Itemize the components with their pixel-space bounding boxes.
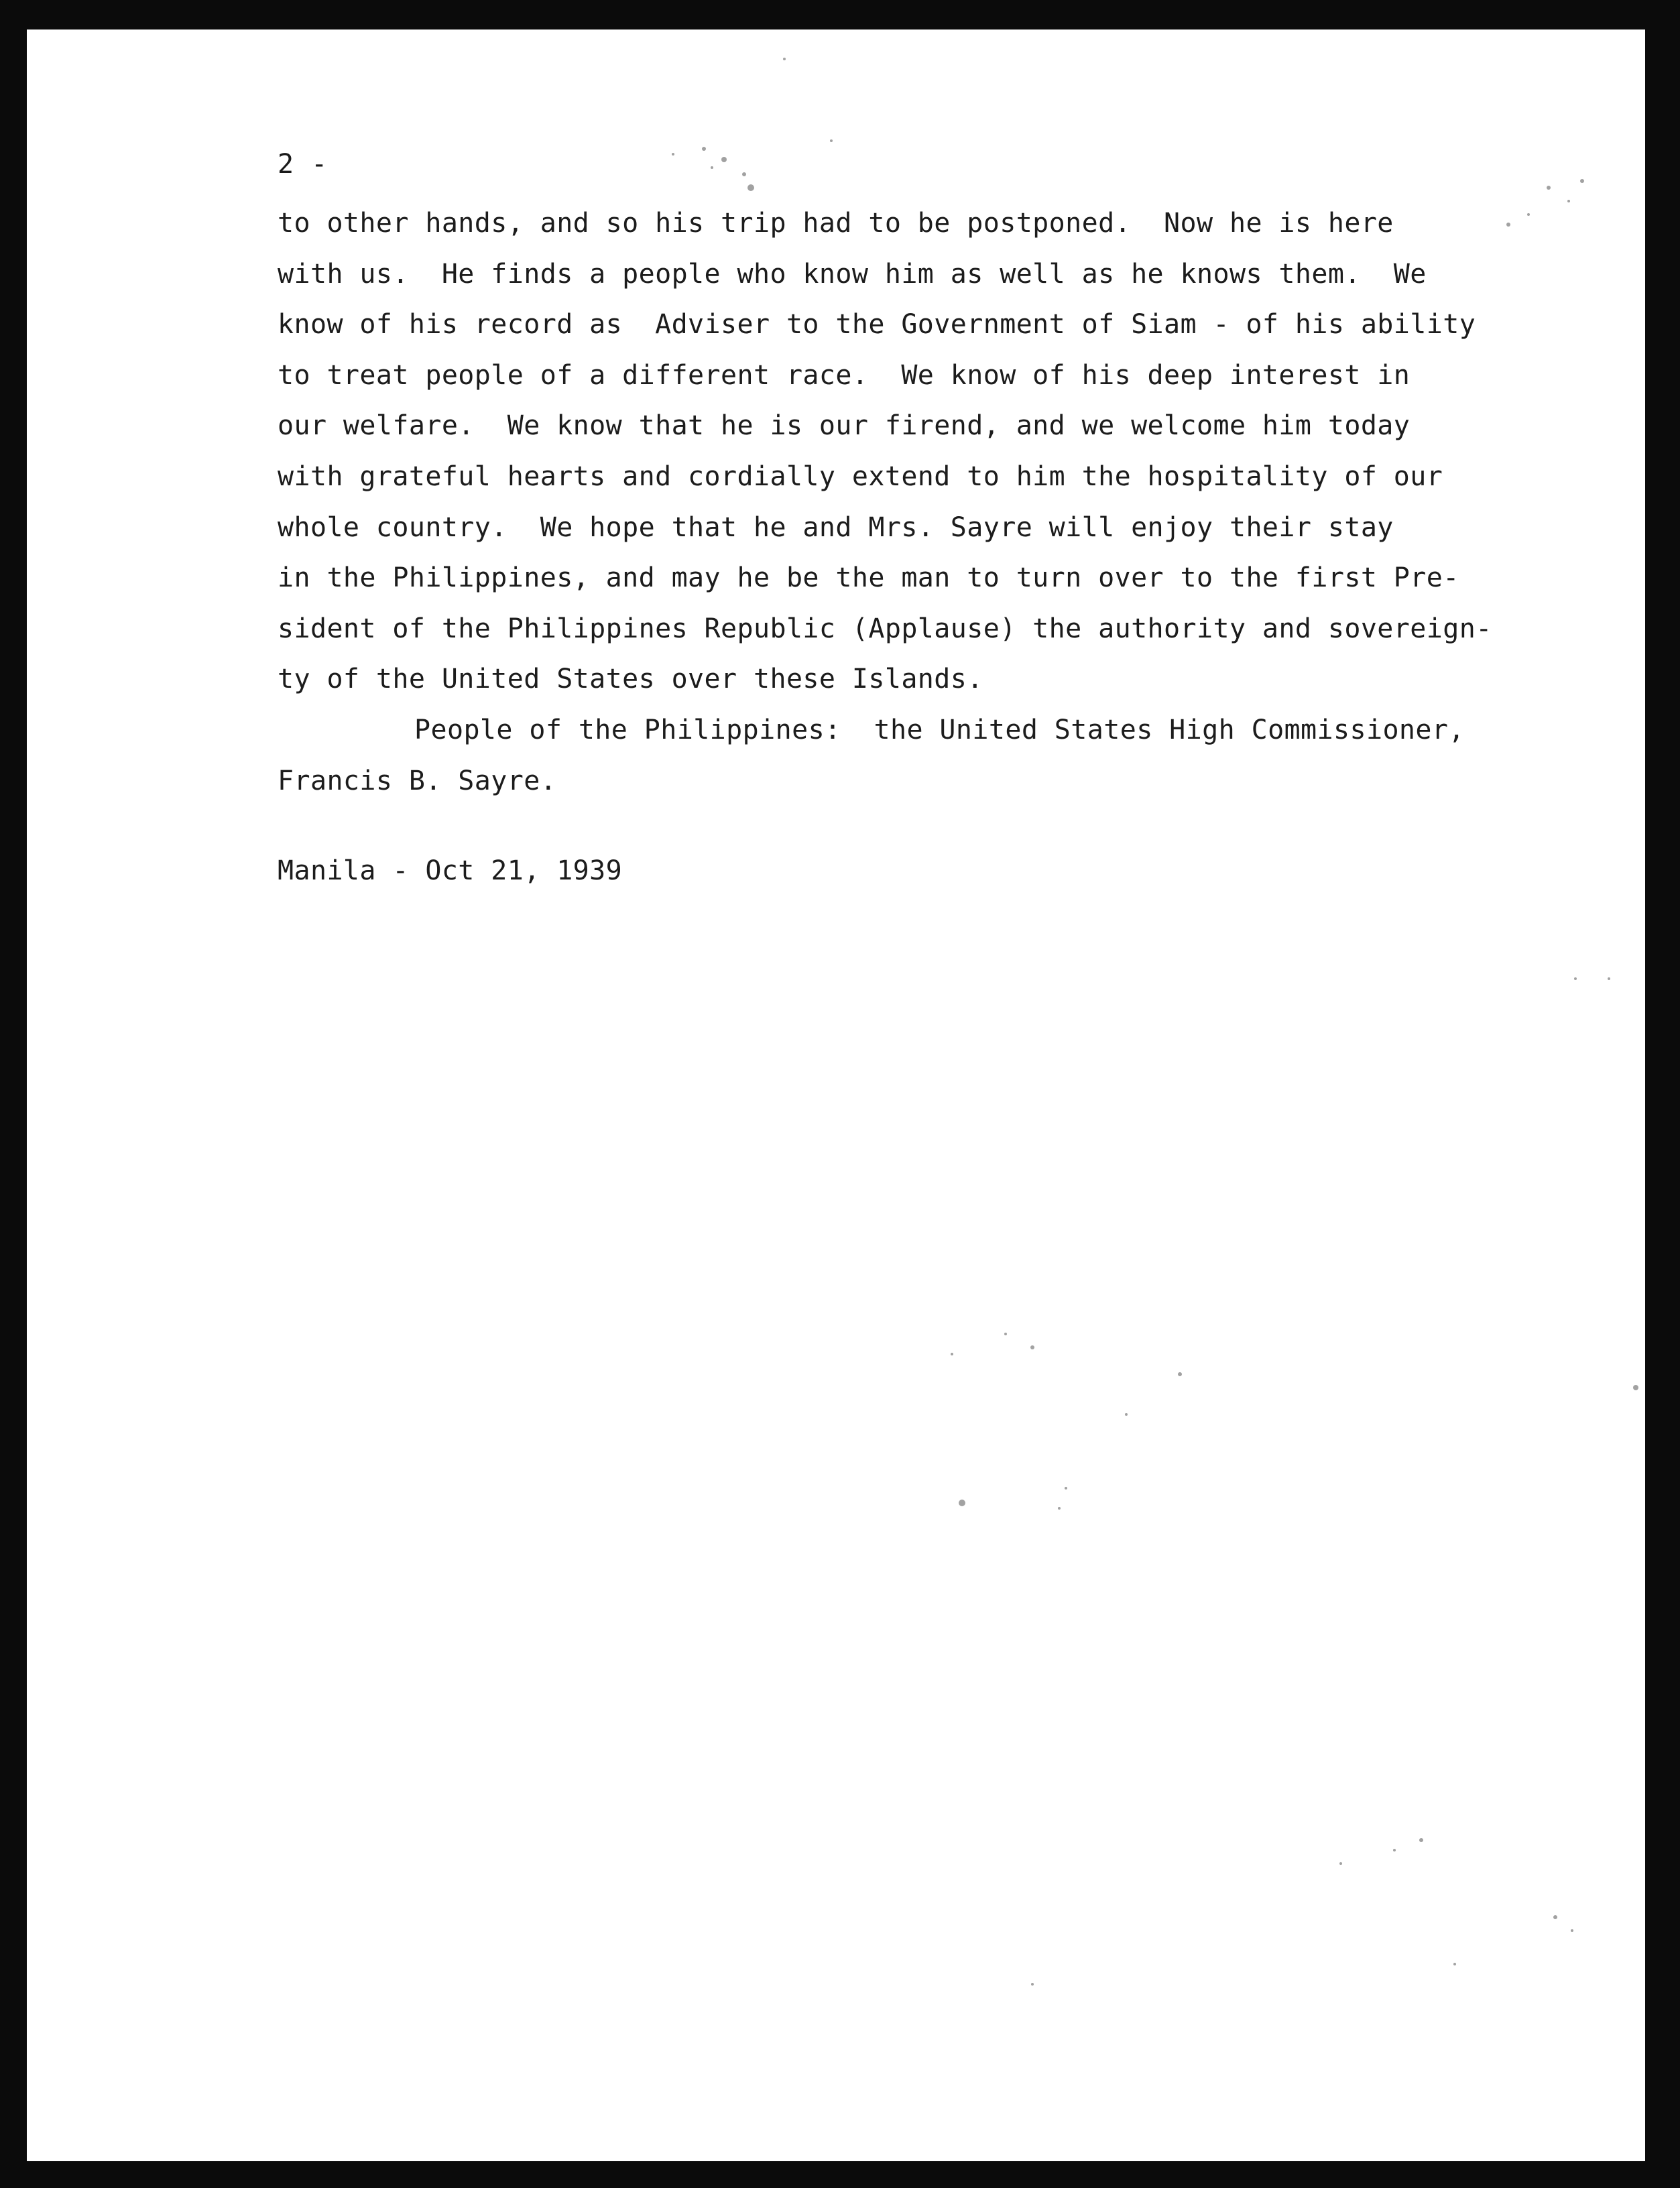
text-line: whole country. We hope that he and Mrs. Sayre will enjoy their stay [278,511,1394,543]
text-line: with us. He finds a people who know him as well as he knows them. We [278,258,1427,290]
text-line: to other hands, and so his trip had to be postponed. Now he is here [278,208,1394,239]
dateline: Manila - Oct 21, 1939 [278,855,623,886]
text-line: in the Philippines, and may he be the man to turn over to the first Pre- [278,562,1459,594]
text-line: to treat people of a different race. We know of his deep interest in [278,359,1411,391]
text-line: sident of the Philippines Republic (Applause) the authority and sovereign- [278,613,1492,644]
text-line: ty of the United States over these Islands. [278,664,983,695]
closing-name: Francis B. Sayre. [278,765,557,796]
page-number: 2 - [278,149,328,180]
closing-introduction: People of the Philippines: the United States High Commissioner, [414,714,1465,745]
text-line: with grateful hearts and cordially extend to him the hospitality of our [278,461,1443,492]
letter-body [278,198,1551,806]
text-line: know of his record as Adviser to the Government of Siam - of his ability [278,309,1476,341]
text-line: our welfare. We know that he is our firend, and we welcome him today [278,410,1411,442]
